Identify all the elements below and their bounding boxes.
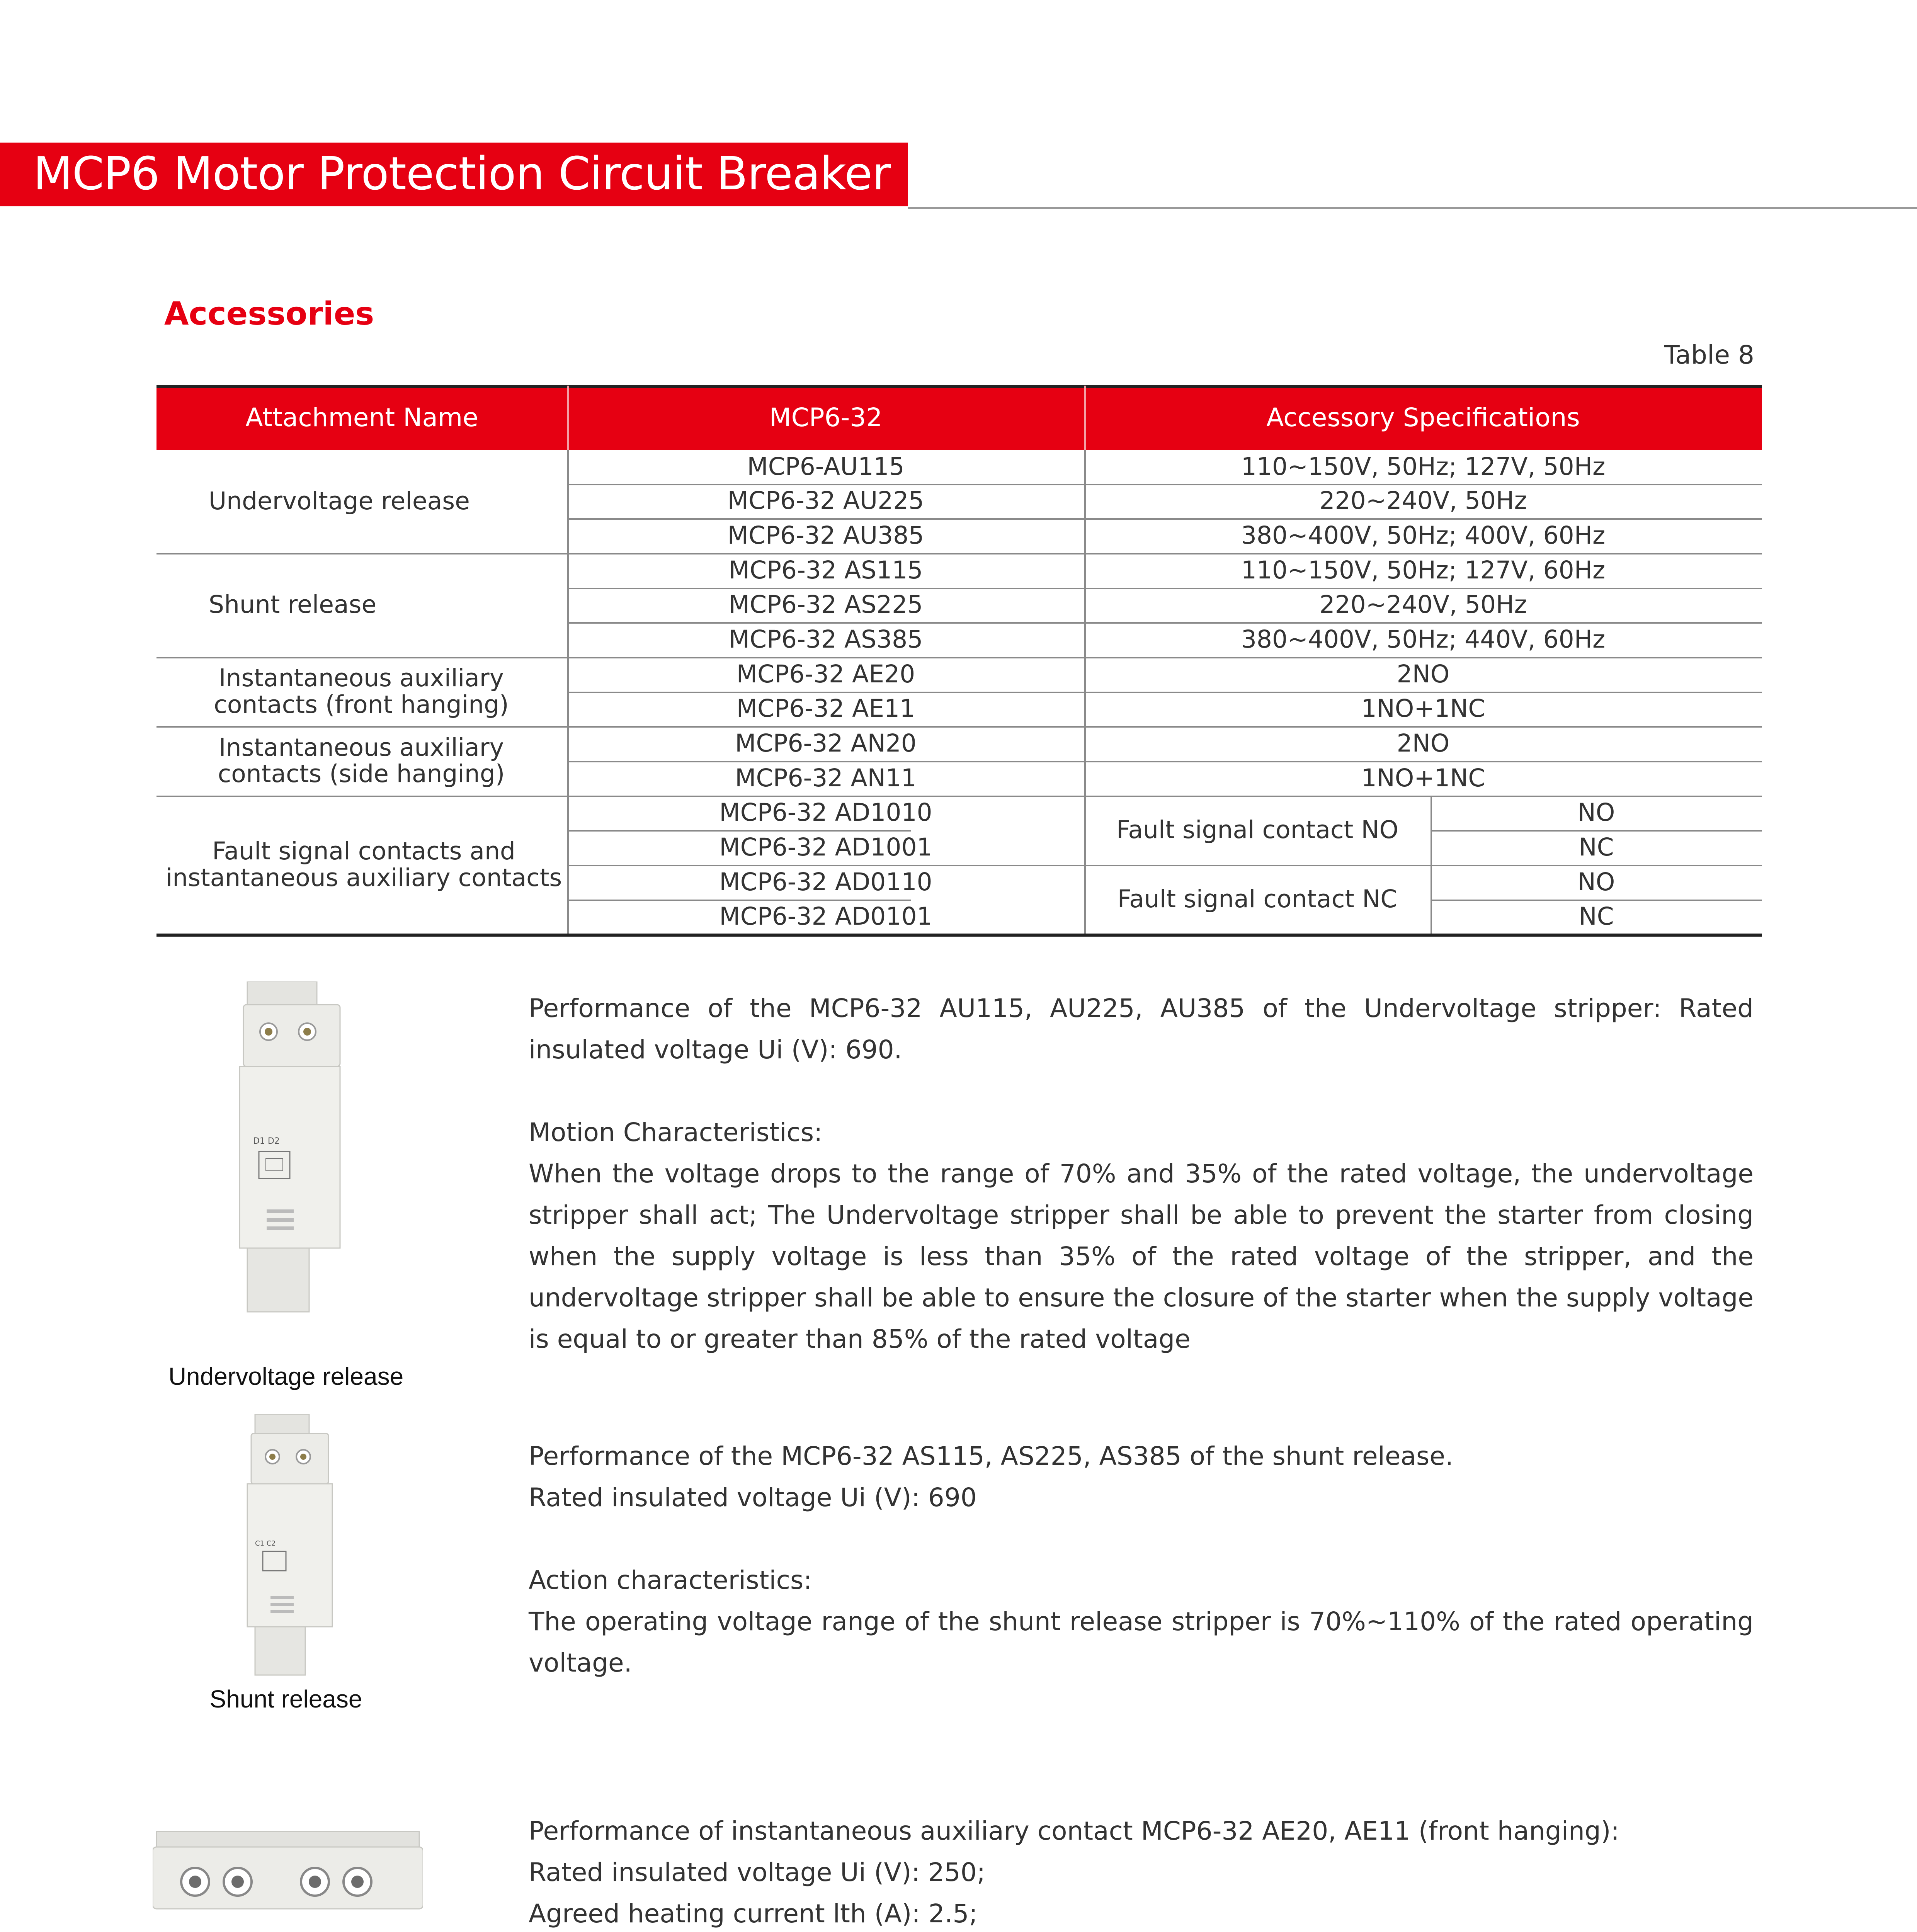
spec-cell: 1NO+1NC (1361, 764, 1485, 792)
group-shunt: Shunt release (209, 590, 377, 619)
group-undervoltage: Undervoltage release (209, 487, 470, 515)
paragraph: Rated insulated voltage Ui (V): 250; (529, 1857, 986, 1887)
paragraph: Rated insulated voltage Ui (V): 690 (529, 1483, 977, 1512)
model-cell: MCP6-32 AD0101 (719, 902, 932, 930)
model-cell: MCP6-32 AU225 (727, 486, 924, 515)
fault-label-nc: Fault signal contact NC (1117, 884, 1398, 913)
header-specifications: Accessory Specifications (1266, 403, 1580, 433)
undervoltage-caption: Undervoltage release (168, 1362, 404, 1390)
upper-auxiliary-image (153, 1824, 423, 1913)
model-cell: MCP6-32 AN20 (735, 729, 917, 757)
shunt-caption: Shunt release (209, 1685, 362, 1713)
auxiliary-description (529, 1810, 1754, 1932)
group-fault-signal: Fault signal contacts and instantaneous auxiliary contacts (165, 837, 562, 892)
spec-cell: 380~400V, 50Hz; 440V, 60Hz (1241, 625, 1606, 653)
spec-cell: 110~150V, 50Hz; 127V, 50Hz (1241, 452, 1606, 481)
model-cell: MCP6-32 AD1001 (719, 833, 932, 861)
model-cell: MCP6-32 AD0110 (719, 867, 932, 896)
shunt-release-image (240, 1414, 340, 1677)
spec-cell: NC (1579, 902, 1614, 930)
header-rule (908, 207, 1917, 209)
paragraph: Motion Characteristics: (529, 1117, 823, 1147)
model-cell: MCP6-32 AE11 (736, 694, 915, 723)
paragraph: Performance of the MCP6-32 AS115, AS225, AS385 of the shunt release. (529, 1441, 1453, 1471)
spec-cell: 220~240V, 50Hz (1319, 486, 1527, 515)
spec-cell: 380~400V, 50Hz; 400V, 60Hz (1241, 521, 1606, 549)
paragraph-gap (529, 1070, 1754, 1112)
spec-cell: NO (1577, 798, 1615, 827)
spec-cell: NO (1577, 867, 1615, 896)
spec-cell: 2NO (1397, 729, 1450, 757)
spec-cell: NC (1579, 833, 1614, 861)
paragraph: The operating voltage range of the shunt release stripper is 70%~110% of the rated operating voltage. (529, 1607, 1754, 1678)
model-cell: MCP6-32 AS385 (728, 625, 923, 653)
group-side-hanging: Instantaneous auxiliary contacts (side hanging) (218, 733, 505, 788)
model-cell: MCP6-32 AN11 (735, 764, 917, 792)
spec-cell: 110~150V, 50Hz; 127V, 60Hz (1241, 556, 1606, 584)
model-cell: MCP6-32 AU385 (727, 521, 924, 549)
table-label: Table 8 (1664, 340, 1754, 370)
model-cell: MCP6-32 AD1010 (719, 798, 932, 827)
model-cell: MCP6-32 AS225 (728, 590, 923, 619)
svg-text:C1 C2: C1 C2 (255, 1539, 276, 1548)
header-model: MCP6-32 (769, 403, 883, 433)
svg-text:D1 D2: D1 D2 (253, 1136, 280, 1146)
paragraph-gap (529, 1518, 1754, 1560)
paragraph: When the voltage drops to the range of 70% and 35% of the rated voltage, the undervoltage stripper shall act; The Undervoltage stripper shall be able to prevent the starter from closing when the supply voltage is less than 35% of the rated voltage of the stripper, and the undervoltage stripper shall be able to ensure the closure of the starter when the supply voltage is equal to or greater than 85% of the rated voltage (529, 1159, 1754, 1354)
paragraph: Agreed heating current lth (A): 2.5; (529, 1899, 978, 1929)
paragraph: Performance of the MCP6-32 AU115, AU225, AU385 of the Undervoltage stripper: Rated insulated voltage Ui (V): 690. (529, 993, 1754, 1065)
group-front-hanging: Instantaneous auxiliary contacts (front hanging) (214, 664, 509, 719)
spec-cell: 220~240V, 50Hz (1319, 590, 1527, 619)
paragraph: Action characteristics: (529, 1565, 812, 1595)
table-bottom-rule (156, 934, 1762, 937)
undervoltage-description (529, 988, 1754, 1360)
page-title: MCP6 Motor Protection Circuit Breaker (33, 147, 891, 200)
model-cell: MCP6-AU115 (747, 452, 905, 481)
paragraph: Performance of instantaneous auxiliary contact MCP6-32 AE20, AE11 (front hanging): (529, 1816, 1619, 1846)
undervoltage-release-image (232, 981, 348, 1314)
model-cell: MCP6-32 AE20 (736, 660, 915, 688)
fault-label-no: Fault signal contact NO (1116, 816, 1399, 844)
shunt-description (529, 1435, 1754, 1684)
spec-cell: 1NO+1NC (1361, 694, 1485, 723)
header-attachment-name: Attachment Name (245, 403, 478, 433)
model-cell: MCP6-32 AS115 (728, 556, 923, 584)
spec-cell: 2NO (1397, 660, 1450, 688)
section-title: Accessories (164, 296, 374, 332)
